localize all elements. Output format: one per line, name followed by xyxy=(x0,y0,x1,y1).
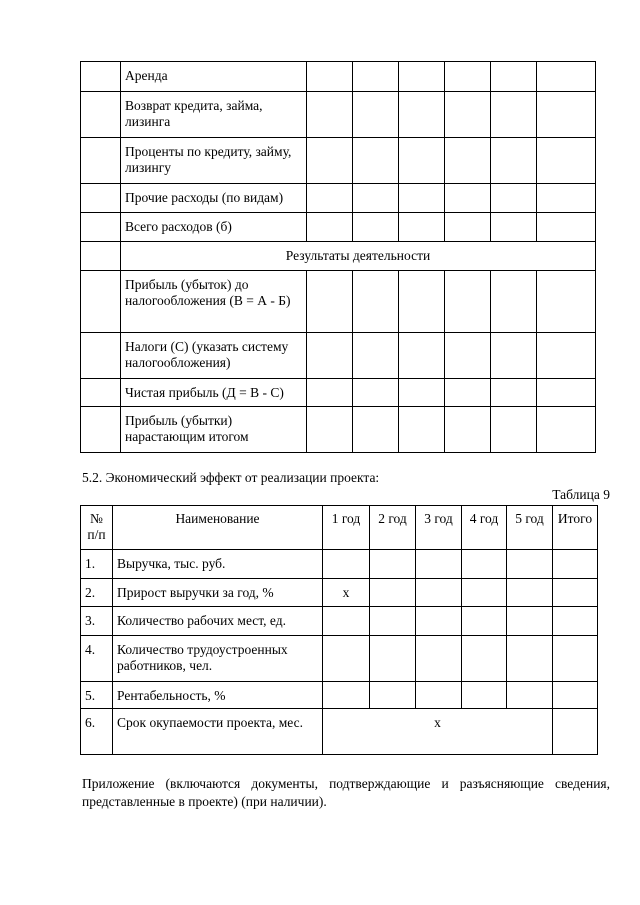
row-label: Прибыль (убыток) до налогообложения (В = А - Б) xyxy=(125,277,291,308)
row-label: Налоги (С) (указать систему налогообложения) xyxy=(125,339,289,370)
value-cell xyxy=(537,138,596,184)
row-number: 5. xyxy=(81,682,113,709)
header-year-4: 4 год xyxy=(462,506,507,550)
value-cell xyxy=(537,92,596,138)
table-row xyxy=(81,579,598,607)
value-cell xyxy=(491,213,537,242)
value-cell xyxy=(445,92,491,138)
table-row xyxy=(81,333,596,379)
table-row xyxy=(81,92,596,138)
value-cell xyxy=(416,636,462,682)
row-number: 2. xyxy=(81,579,113,607)
row-name: Срок окупаемости проекта, мес. xyxy=(113,709,323,755)
section-title-cell xyxy=(121,242,596,271)
value-cell xyxy=(445,407,491,453)
row-name: Выручка, тыс. руб. xyxy=(113,550,323,579)
value-cell xyxy=(353,62,399,92)
value-cell xyxy=(416,682,462,709)
value-cell xyxy=(399,213,445,242)
value-cell xyxy=(307,213,353,242)
value-cell xyxy=(507,550,553,579)
value-cell xyxy=(462,636,507,682)
row-label: Прибыль (убытки) нарастающим итогом xyxy=(125,413,249,444)
row-number-cell xyxy=(81,407,121,453)
value-cell xyxy=(537,62,596,92)
value-cell xyxy=(323,607,370,636)
row-name: Количество рабочих мест, ед. xyxy=(113,607,323,636)
row-label-cell xyxy=(121,379,307,407)
row-number: 6. xyxy=(81,709,113,755)
row-label-cell xyxy=(121,62,307,92)
value-cell xyxy=(507,579,553,607)
row-number: 1. xyxy=(81,550,113,579)
value-cell xyxy=(462,682,507,709)
value-cell xyxy=(307,333,353,379)
header-year-5: 5 год xyxy=(507,506,553,550)
value-cell xyxy=(416,550,462,579)
value-cell xyxy=(491,184,537,213)
header-number: № п/п xyxy=(81,506,113,550)
value-cell xyxy=(537,379,596,407)
table-row xyxy=(81,379,596,407)
appendix-note: Приложение (включаются документы, подтверждающие и разъясняющие сведения, представленные в проекте) (при наличии). xyxy=(82,776,610,809)
row-name: Количество трудоустроенных работников, чел. xyxy=(113,636,323,682)
value-cell xyxy=(491,92,537,138)
value-cell xyxy=(307,184,353,213)
header-total: Итого xyxy=(553,506,598,550)
value-cell xyxy=(537,271,596,333)
row-name: Рентабельность, % xyxy=(113,682,323,709)
value-cell xyxy=(445,184,491,213)
row-label: Всего расходов (б) xyxy=(125,219,232,234)
value-cell xyxy=(553,709,598,755)
row-label-cell xyxy=(121,92,307,138)
value-cell xyxy=(307,271,353,333)
not-applicable-mark: х xyxy=(323,579,370,607)
value-cell xyxy=(307,92,353,138)
row-label: Чистая прибыль (Д = В - С) xyxy=(125,385,284,400)
table-row xyxy=(81,607,598,636)
row-label: Возврат кредита, займа, лизинга xyxy=(125,98,263,129)
value-cell xyxy=(491,271,537,333)
economic-effect-table xyxy=(80,505,598,755)
value-cell xyxy=(445,138,491,184)
header-year-2: 2 год xyxy=(370,506,416,550)
value-cell xyxy=(307,62,353,92)
value-cell xyxy=(399,379,445,407)
table-caption: Таблица 9 xyxy=(552,487,610,502)
header-name: Наименование xyxy=(113,506,323,550)
value-cell xyxy=(553,550,598,579)
table-row xyxy=(81,636,598,682)
value-cell xyxy=(507,607,553,636)
table-row xyxy=(81,184,596,213)
row-number-cell xyxy=(81,333,121,379)
row-label: Проценты по кредиту, займу, лизингу xyxy=(125,144,292,175)
section-heading: 5.2. Экономический эффект от реализации проекта: xyxy=(82,470,380,485)
row-number-cell xyxy=(81,184,121,213)
value-cell xyxy=(370,607,416,636)
value-cell xyxy=(353,407,399,453)
value-cell xyxy=(537,333,596,379)
row-number-cell xyxy=(81,92,121,138)
table-row xyxy=(81,271,596,333)
row-label-cell xyxy=(121,138,307,184)
row-label-cell xyxy=(121,333,307,379)
value-cell xyxy=(507,636,553,682)
value-cell xyxy=(399,333,445,379)
row-label-cell xyxy=(121,271,307,333)
value-cell xyxy=(307,407,353,453)
value-cell xyxy=(370,579,416,607)
value-cell xyxy=(507,682,553,709)
value-cell xyxy=(537,184,596,213)
value-cell xyxy=(462,579,507,607)
not-applicable-mark: х xyxy=(323,709,553,755)
value-cell xyxy=(353,333,399,379)
row-number-cell xyxy=(81,379,121,407)
value-cell xyxy=(553,579,598,607)
value-cell xyxy=(416,607,462,636)
value-cell xyxy=(491,379,537,407)
row-label-cell xyxy=(121,407,307,453)
value-cell xyxy=(445,271,491,333)
value-cell xyxy=(445,62,491,92)
table-row xyxy=(81,682,598,709)
row-number-cell xyxy=(81,62,121,92)
row-number-cell xyxy=(81,271,121,333)
value-cell xyxy=(462,607,507,636)
value-cell xyxy=(323,550,370,579)
table-row xyxy=(81,709,598,755)
value-cell xyxy=(323,682,370,709)
value-cell xyxy=(353,92,399,138)
value-cell xyxy=(399,138,445,184)
value-cell xyxy=(399,271,445,333)
value-cell xyxy=(491,138,537,184)
expenses-results-table xyxy=(80,61,596,453)
value-cell xyxy=(537,213,596,242)
value-cell xyxy=(323,636,370,682)
header-year-3: 3 год xyxy=(416,506,462,550)
value-cell xyxy=(353,379,399,407)
value-cell xyxy=(370,550,416,579)
row-number-cell xyxy=(81,213,121,242)
value-cell xyxy=(353,213,399,242)
value-cell xyxy=(399,92,445,138)
value-cell xyxy=(537,407,596,453)
value-cell xyxy=(307,379,353,407)
value-cell xyxy=(445,333,491,379)
row-label: Прочие расходы (по видам) xyxy=(125,190,284,205)
value-cell xyxy=(491,333,537,379)
table-row xyxy=(81,138,596,184)
value-cell xyxy=(399,184,445,213)
table-row xyxy=(81,407,596,453)
row-label: Аренда xyxy=(125,68,168,83)
header-row xyxy=(81,506,598,550)
value-cell xyxy=(445,213,491,242)
value-cell xyxy=(445,379,491,407)
value-cell xyxy=(353,271,399,333)
row-label-cell xyxy=(121,213,307,242)
section-row xyxy=(81,242,596,271)
value-cell xyxy=(553,636,598,682)
value-cell xyxy=(307,138,353,184)
row-number-cell xyxy=(81,242,121,271)
table-row xyxy=(81,62,596,92)
value-cell xyxy=(462,550,507,579)
row-label-cell xyxy=(121,184,307,213)
row-number: 4. xyxy=(81,636,113,682)
value-cell xyxy=(353,184,399,213)
value-cell xyxy=(353,138,399,184)
value-cell xyxy=(370,636,416,682)
value-cell xyxy=(491,407,537,453)
value-cell xyxy=(491,62,537,92)
value-cell xyxy=(370,682,416,709)
row-number-cell xyxy=(81,138,121,184)
value-cell xyxy=(553,607,598,636)
value-cell xyxy=(399,62,445,92)
value-cell xyxy=(416,579,462,607)
section-title: Результаты деятельности xyxy=(285,248,431,263)
header-year-1: 1 год xyxy=(323,506,370,550)
table-row xyxy=(81,550,598,579)
row-number: 3. xyxy=(81,607,113,636)
table-row xyxy=(81,213,596,242)
value-cell xyxy=(399,407,445,453)
value-cell xyxy=(553,682,598,709)
row-name: Прирост выручки за год, % xyxy=(113,579,323,607)
